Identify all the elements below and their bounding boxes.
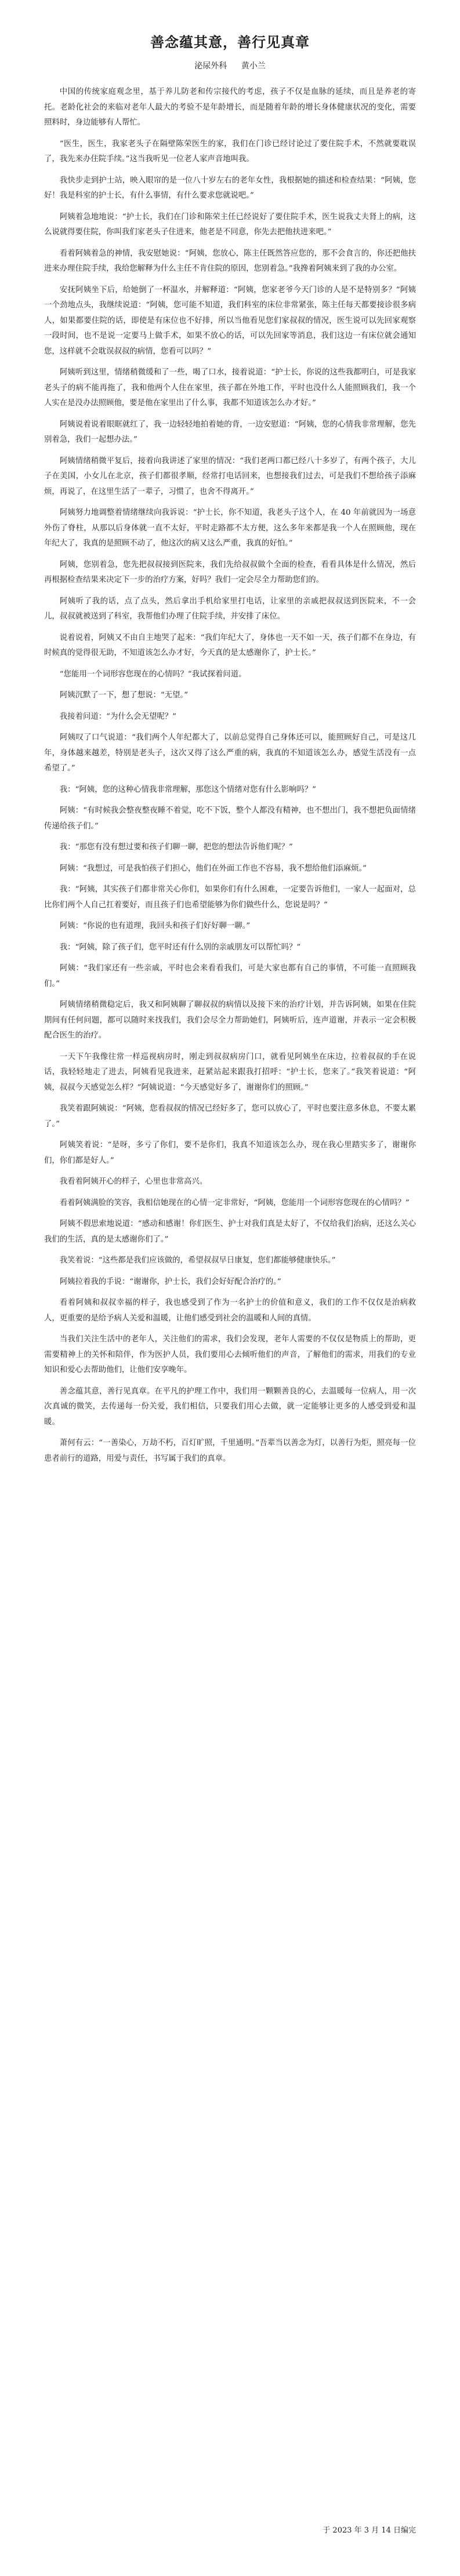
paragraph-38: 萧何有云：“一善染心，万劫不朽，百灯旷照，千里通明。”吾辈当以善念为灯，以善行为炬，照亮每一位患者前行的道路，用爱与责任，书写属于我们的真章。 xyxy=(44,1439,416,1463)
paragraph-34: 阿姨拉着我的手说：“谢谢你，护士长，我们会好好配合治疗的。” xyxy=(59,1277,281,1286)
paragraph-32: 阿姨不假思索地说道：“感动和感谢！你们医生、护士对我们真是太好了，不仅给我们治病，还这么关心我们的生活，真的是太感谢你们了。” xyxy=(44,1220,416,1244)
paragraph-37: 善念蕴其意，善行见真章。在平凡的护理工作中，我们用一颗颗善良的心，去温暖每一位病人，用一次次真诚的微笑，去传递每一份关爱，我们相信，只要我们用心去做，就一定能够让更多的人感受到爱和温暖。 xyxy=(44,1387,416,1427)
paragraph-28: 我笑着跟阿姨说：“阿姨，您看叔叔的情况已经好多了，您可以放心了，平时也要注意多休息，不要太累了。” xyxy=(44,1104,416,1129)
paragraph-31: 看着阿姨满脸的笑容，我相信她现在的心情一定非常好，“阿姨，您能用一个词形容您现在的心情吗？” xyxy=(59,1198,410,1207)
department-label: 泌尿外科 xyxy=(194,61,227,71)
paragraph-7: 阿姨听到这里，情绪稍微缓和了一些，喝了口水，接着说道：“护士长，你说的这些我都明白，可是我家老头子的病不能再拖了，我和他两个人住在家里，孩子都在外地工作，平时也没什么人能照顾我们，我一个人实在是没办法照顾他，要是他在家里出了什么事，我都不知道该怎么办才好。” xyxy=(44,368,416,407)
paragraph-14: “您能用一个词形容您现在的心情吗？”我试探着问道。 xyxy=(59,670,247,679)
paragraph-30: 我看着阿姨开心的样子，心里也非常高兴。 xyxy=(59,1177,208,1186)
paragraph-24: 我：“阿姨，除了孩子们，您平时还有什么别的亲戚朋友可以帮忙吗？” xyxy=(59,943,301,952)
author-name: 黄小兰 xyxy=(241,61,266,71)
paragraph-22: 我：“阿姨，其实孩子们都非常关心你们，如果你们有什么困难，一定要告诉他们，一家人一起面对，总比你们两个人自己扛着要好，而且孩子们也希望能够为你们做些什么，您说是吗？” xyxy=(44,885,416,909)
paragraph-4: 阿姨着急地地说：“护士长，我们在门诊和陈荣主任已经说好了要住院手术，医生说我丈夫肾上的病，这么说就得要住院，你叫我们家老头子住进来，他老是不同意，你先去把他扶进来吧。” xyxy=(44,212,416,237)
paragraph-15: 阿姨沉默了一下，想了想说：“无望。” xyxy=(59,691,189,700)
paragraph-19: 阿姨：“有时候我会整夜整夜睡不着觉，吃不下饭，整个人都没有精神，也不想出门，我不想把负面情绪传递给孩子们。” xyxy=(44,806,416,831)
paragraph-16: 我接着问道：“为什么会无望呢？” xyxy=(59,712,176,721)
paragraph-36: 当我们关注生活中的老年人，关注他们的需求，我们会发现，老年人需要的不仅仅是物质上的帮助，更需要精神上的关怀和陪伴，作为医护人员，我们要用心去倾听他们的声音，了解他们的需求，用我们的专业知识和爱心去帮助他们，让他们安享晚年。 xyxy=(44,1335,416,1374)
document-title: 善念蕴其意，善行见真章 xyxy=(150,34,310,50)
paragraph-6: 安抚阿姨坐下后，给她倒了一杯温水，并解释道：“阿姨，您家老爷今天门诊的人是不是特别多？”阿姨一个劲地点头，我继续说道：“阿姨，您可能不知道，我们科室的床位非常紧张，陈主任每天都要接诊很多病人，如果都要住院的话，即使是有床位也不好排，所以当他看见您们家叔叔的情况，医生说可以先回家观察一段时间，也不是说一定要马上做手术，如果不放心的话，可以先回家等消息，我们这边一有床位就会通知您，这样就不会耽误叔叔的病情，您看可以吗？” xyxy=(44,285,416,356)
paragraph-20: 我：“那您有没有想过要和孩子们聊一聊，把您的想法告诉他们呢？” xyxy=(59,843,293,852)
paragraph-10: 阿姨努力地调整着情绪继续向我诉说：“护士长，你不知道，我老头子这个人，在 40 年前就因为一场意外伤了脊柱，从那以后身体就一直不太好，平时走路都不太方便，这么多年来都是我一个人在照顾他，现在年纪大了，我真的是照顾不动了，他这次的病又这么严重，我真的好怕。” xyxy=(44,508,416,548)
paragraph-8: 阿姨说着说着眼眶就红了，我一边轻轻地拍着她的背，一边安慰道：“阿姨，您的心情我非常理解，您先别着急，我们一起想办法。” xyxy=(44,420,416,444)
byline xyxy=(44,60,416,72)
paragraph-1: 中国的传统家庭观念里，基于养儿防老和传宗接代的考虑，孩子不仅是血脉的延续，而且是养老的寄托。老龄化社会的来临对老年人最大的考验不是年龄增长，而是随着年龄的增长身体健康状况的变化，需要照料时，身边能够有人帮忙。 xyxy=(44,88,416,127)
paragraph-11: 阿姨，您别着急，您先把叔叔接到医院来，我们先给叔叔做个全面的检查，看看具体是什么情况，然后再根据检查结果来决定下一步的治疗方案，好吗？我们一定会尽全力帮助您们的。 xyxy=(44,560,416,584)
paragraph-17: 阿姨叹了口气说道：“我们两个人年纪都大了，以前总觉得自己身体还可以，能照顾好自己，可是这几年，身体越来越差，特别是老头子，这次又得了这么严重的病，我真的不知道该怎么办，感觉生活没有一点希望了。” xyxy=(44,733,416,773)
paragraph-33: 我笑着说：“这些都是我们应该做的，希望叔叔早日康复，您们都能够健康快乐。” xyxy=(59,1256,336,1265)
paragraph-13: 说着说着，阿姨又不由自主地哭了起来：“我们年纪大了，身体也一天不如一天，孩子们都不在身边，有时候真的觉得很无助，不知道该怎么办才好，今天真的是太感谢你了，护士长。” xyxy=(44,633,416,657)
paragraph-3: 我快步走到护士站，映入眼帘的是一位八十岁左右的老年女性，我根据她的描述和检查结果：“阿姨，您好！我是科室的护士长，有什么事情，有什么要求您就说吧。” xyxy=(44,176,416,200)
paragraph-25: 阿姨：“我们家还有一些亲戚，平时也会来看看我们，可是大家也都有自己的事情，不可能一直照顾我们。” xyxy=(44,964,416,988)
paragraph-9: 阿姨情绪稍微平复后，接着向我讲述了家里的情况：“我们老两口都已经八十多岁了，有两个孩子，大儿子在美国，小女儿在北京，孩子们都很孝顺，经常打电话回来，也想接我们过去，可是我们不想给孩子添麻烦，再说了，在这里生活了一辈子，习惯了，也舍不得离开。” xyxy=(44,456,416,496)
signature-date: 于 2023 年 3 月 14 日编完 xyxy=(323,2526,416,2535)
article-body xyxy=(44,85,416,1467)
paragraph-35: 看着阿姨和叔叔幸福的样子，我也感受到了作为一名护士的价值和意义，我们的工作不仅仅是治病救人，更重要的是给予病人关爱和温暖，让他们感受到社会的温暖和人间的真情。 xyxy=(44,1298,416,1323)
paragraph-5: 看着阿姨着急的神情，我安慰她说：“阿姨，您放心，陈主任既然答应您的，那不会食言的，你还把他扶进来办理住院手续，我给您解释为什么主任不肯住院的原因，您别着急。”我搀着阿姨来到了我的办公室。 xyxy=(44,249,416,273)
paragraph-29: 阿姨笑着说：“是呀，多亏了你们，要不是你们，我真不知道该怎么办，现在我心里踏实多了，谢谢你们，你们都是好人。” xyxy=(44,1141,416,1165)
paragraph-23: 阿姨：“你说的也有道理，我回头和孩子们好好聊一聊。” xyxy=(59,922,251,930)
paragraph-2: “医生，医生，我家老头子在隔壁陈荣医生的家，我们在门诊已经讨论过了要住院手术，不然就要耽误了，我先来办住院手续。”这当我听见一位老人家声音地叫我。 xyxy=(44,139,416,163)
paragraph-27: 一天下午我像往常一样巡视病房时，刚走到叔叔病房门口，就看见阿姨坐在床边，拉着叔叔的手在说话，我轻轻地走了进去，阿姨看见我进来，赶紧站起来跟我打招呼：“护士长，您来了。”我笑着说道：“阿姨，叔叔今天感觉怎么样？”阿姨说道：“今天感觉好多了，谢谢你们的照顾。” xyxy=(44,1052,416,1092)
paragraph-26: 阿姨情绪稍微稳定后，我又和阿姨聊了聊叔叔的病情以及接下来的治疗计划，并告诉阿姨，如果在住院期间有任何问题，都可以随时来找我们，我们会尽全力帮助她们，阿姨听后，连声道谢，并表示一定会积极配合医生的治疗。 xyxy=(44,1000,416,1040)
paragraph-12: 阿姨听了我的话，点了点头，然后拿出手机给家里打电话，让家里的亲戚把叔叔送到医院来，不一会儿，叔叔就被送到了科室，我帮他们办理了住院手续，并安排了床位。 xyxy=(44,596,416,621)
paragraph-21: 阿姨：“我想过，可是我怕孩子们担心，他们在外面工作也不容易，我不想给他们添麻烦。” xyxy=(59,864,367,873)
paragraph-18: 我：“阿姨，您的这种心情我非常理解，那您这个情绪对您有什么影响吗？” xyxy=(59,785,316,794)
